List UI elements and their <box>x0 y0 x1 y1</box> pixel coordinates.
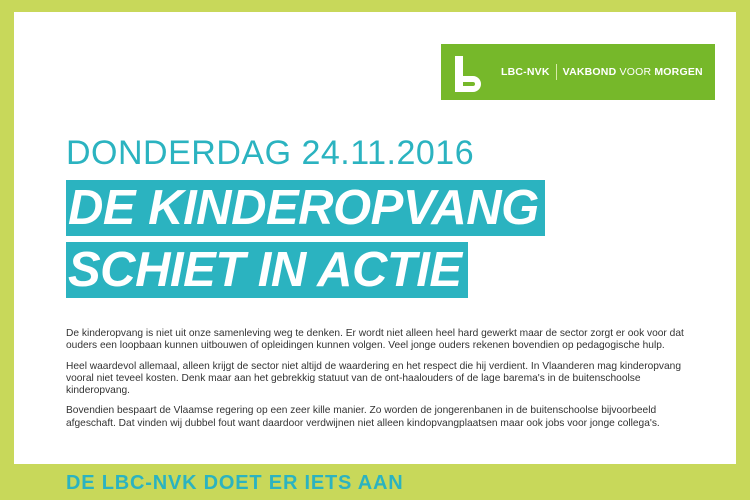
paragraph: Heel waardevol allemaal, alleen krijgt de sector niet altijd de waardering en het respect die hij verdient. In Vlaanderen mag kinderopvang vooral niet teveel kosten. Denk maar aan het gebrekkig statuut van de ont-haalouders of de lage barema's in de buitenschoolse kinderopvang. <box>66 360 682 397</box>
logo-tagline-3: MORGEN <box>654 66 703 78</box>
logo-tagline-1: VAKBOND <box>562 66 617 78</box>
logo-tagline-2: VOOR <box>619 66 652 78</box>
paragraph: Bovendien bespaart de Vlaamse regering op een zeer kille manier. Zo worden de jongerenbanen in de buitenschoolse bijvoorbeeld afgeschaft. Dat vinden wij dubbel fout want daardoor verdwijnen niet alleen kindopvangplaatsen maar ook jobs voor jonge collega's. <box>66 405 660 429</box>
paragraph: De kinderopvang is niet uit onze samenleving weg te denken. Er wordt niet alleen heel hard gewerkt maar de sector zorgt er ook voor dat ouders een loopbaan kunnen uitbouwen of opleidingen kunnen volgen. Veel jonge ouders rekenen bovendien op pedagogische hulp. <box>66 328 684 352</box>
logo-divider <box>556 64 557 80</box>
logo-text <box>497 44 715 100</box>
lbc-nvk-logo <box>441 44 715 100</box>
body-text <box>66 328 698 438</box>
headline-line-1: DE KINDEROPVANG <box>66 180 545 236</box>
lbc-nvk-logo-icon <box>441 44 497 100</box>
logo-brand: LBC-NVK <box>501 66 550 78</box>
event-date: DONDERDAG 24.11.2016 <box>66 134 475 172</box>
headline-line-2: SCHIET IN ACTIE <box>66 242 468 298</box>
section-heading: DE LBC-NVK DOET ER IETS AAN <box>66 472 404 494</box>
